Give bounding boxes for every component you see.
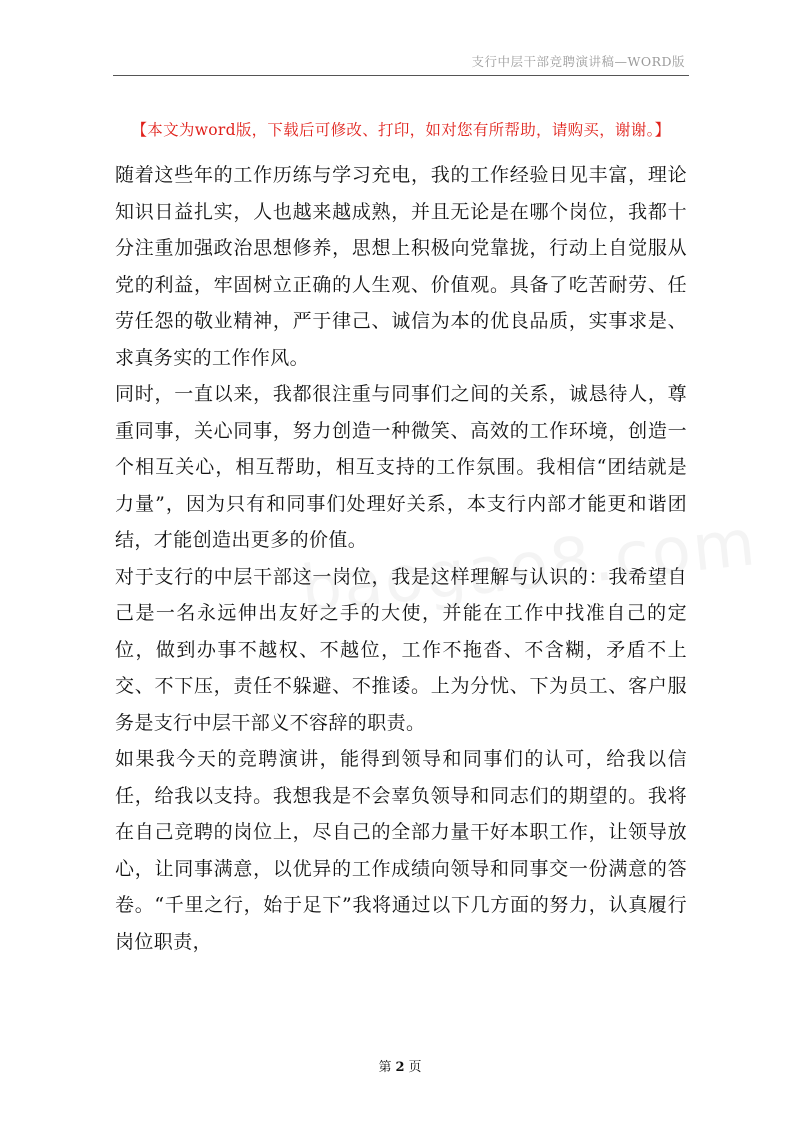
header-divider xyxy=(113,75,689,76)
purchase-notice: 【本文为word版，下载后可修改、打印，如对您有所帮助，请购买，谢谢。】 xyxy=(131,121,671,139)
footer-suffix: 页 xyxy=(408,1060,422,1075)
paragraph: 随着这些年的工作历练与学习充电，我的工作经验日见丰富，理论知识日益扎实，人也越来越成熟，并且无论是在哪个岗位，我都十分注重加强政治思想修养，思想上积极向党靠拢，行动上自觉服从党的利益，牢固树立正确的人生观、价值观。具备了吃苦耐劳、任劳任怨的敬业精神，严于律己、诚信为本的优良品质，实事求是、求真务实的工作作风。 xyxy=(115,164,687,369)
paragraph: 同时，一直以来，我都很注重与同事们之间的关系，诚恳待人，尊重同事，关心同事，努力创造一种微笑、高效的工作环境，创造一个相互关心，相互帮助，相互支持的工作氛围。我相信“团结就是力量”，因为只有和同事们处理好关系，本支行内部才能更和谐团结，才能创造出更多的价值。 xyxy=(115,383,687,551)
paragraph: 对于支行的中层干部这一岗位，我是这样理解与认识的：我希望自己是一名永远伸出友好之手的大使，并能在工作中找准自己的定位，做到办事不越权、不越位，工作不拖沓、不含糊，矛盾不上交、不下压，责任不躲避、不推诿。上为分忧、下为员工、客户服务是支行中层干部义不容辞的职责。 xyxy=(115,565,687,734)
header-title: 支行中层干部竞聘演讲稿—WORD版 xyxy=(471,54,685,69)
page-number: 2 xyxy=(395,1060,405,1075)
page-footer xyxy=(0,1056,800,1075)
document-body xyxy=(115,157,687,960)
paragraph: 如果我今天的竞聘演讲，能得到领导和同事们的认可，给我以信任，给我以支持。我想我是不会辜负领导和同志们的期望的。我将在自己竞聘的岗位上，尽自己的全部力量干好本职工作，让领导放心，让同事满意，以优异的工作成绩向领导和同事交一份满意的答卷。“千里之行，始于足下”我将通过以下几方面的努力，认真履行岗位职责， xyxy=(115,748,687,953)
footer-prefix: 第 xyxy=(378,1060,392,1075)
